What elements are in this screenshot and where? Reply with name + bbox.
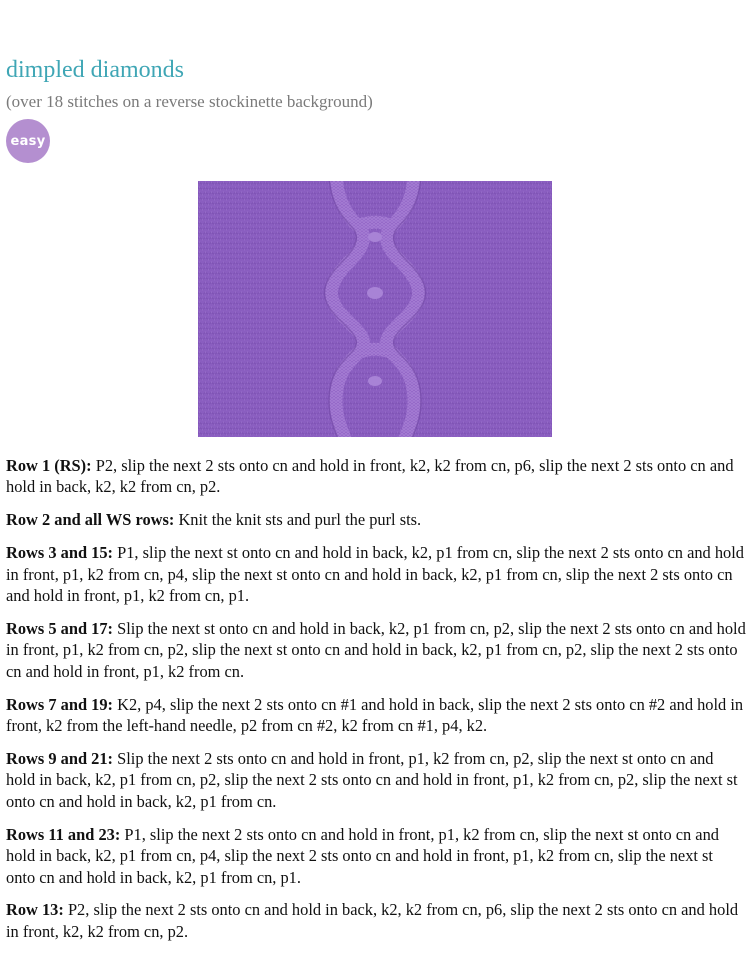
difficulty-badge: easy [6,119,50,163]
row-text: P2, slip the next 2 sts onto cn and hold in front, k2, k2 from cn, p6, slip the next 2 sts onto cn and hold in back, k2, k2 from cn, p2. [6,456,734,497]
row-label: Row 2 and all WS rows: [6,510,175,530]
pattern-subtitle: (over 18 stitches on a reverse stockinette background) [6,92,373,111]
row-label: Row 13: [6,900,64,920]
row-label: Row 1 (RS): [6,456,92,475]
knit-swatch-photo [198,181,552,437]
row-label: Rows 3 and 15: [6,543,114,563]
row-text: Slip the next 2 sts onto cn and hold in front, p1, k2 from cn, p2, slip the next st onto cn and hold in back, k2, p1 from cn, p2, slip the next 2 sts onto cn and hold in front, p1, k2 from cn, p2, slip the next st onto cn and hold in back, k2, p1 from cn. [6,748,738,811]
row-label: Rows 7 and 19: [6,694,114,714]
row-text: Knit the knit sts and purl the purl sts. [178,510,422,530]
row-label: Rows 9 and 21: [6,748,114,768]
instructions-list [6,455,746,954]
instruction-row-5 [6,694,746,737]
row-text: K2, p4, slip the next 2 sts onto cn #1 and hold in back, slip the next 2 sts onto cn #2 and hold in front, k2 from the left-hand needle, p2 from cn #2, k2 from cn #1, p4, k2. [6,694,744,736]
instruction-row-8 [6,899,746,942]
instruction-row-1 [6,455,746,498]
pattern-title: dimpled diamonds [6,57,184,83]
row-text: P1, slip the next st onto cn and hold in back, k2, p1 from cn, slip the next 2 sts onto cn and hold in front, p1, k2 from cn, p4, slip the next st onto cn and hold in back, k2, p1 from cn, slip the next 2 sts onto cn and hold in front, p1, k2 from cn, p1. [6,543,744,606]
instruction-row-4 [6,618,746,682]
instruction-row-6 [6,748,746,812]
row-label: Rows 11 and 23: [6,824,121,844]
row-label: Rows 5 and 17: [6,618,114,638]
instruction-row-2 [6,509,746,530]
row-text: P1, slip the next 2 sts onto cn and hold in front, p1, k2 from cn, slip the next st onto cn and hold in back, k2, p1 from cn, p4, slip the next 2 sts onto cn and hold in front, p1, k2 from cn, slip the next st onto cn and hold in back, k2, p1 from cn, p1. [6,824,719,887]
row-text: P2, slip the next 2 sts onto cn and hold in back, k2, k2 from cn, p6, slip the next 2 sts onto cn and hold in front, k2, k2 from cn, p2. [6,900,739,941]
instruction-row-3 [6,542,746,606]
instruction-row-7 [6,824,746,888]
row-text: Slip the next st onto cn and hold in back, k2, p1 from cn, p2, slip the next 2 sts onto cn and hold in front, p1, k2 from cn, p2, slip the next st onto cn and hold in back, k2, p1 from cn, p2, slip the next 2 sts onto cn and hold in front, p1, k2 from cn. [6,618,746,681]
